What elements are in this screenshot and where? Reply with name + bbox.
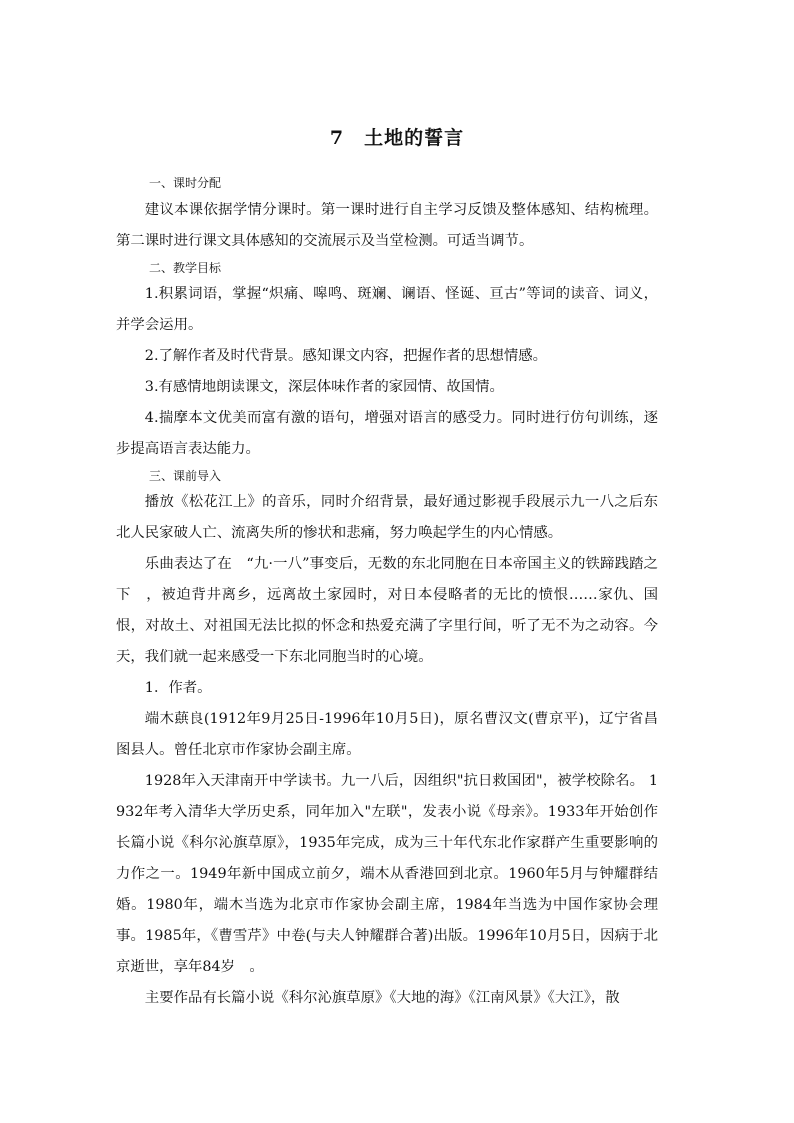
paragraph: 4.揣摩本文优美而富有激的语句，增强对语言的感受力。同时进行仿句训练，逐步提高语言表达能力。 bbox=[116, 410, 658, 457]
section-heading-introduction: 三、课前导入 bbox=[149, 469, 222, 483]
section-heading-lesson-allocation: 一、课时分配 bbox=[149, 176, 222, 190]
section-heading-teaching-goals: 二、教学目标 bbox=[149, 261, 222, 275]
paragraph: 主要作品有长篇小说《科尔沁旗草原》《大地的海》《江南风景》《大江》，散 bbox=[144, 990, 620, 1006]
paragraph: 1．作者。 bbox=[144, 680, 212, 696]
paragraph: 1928年入天津南开中学读书。九一八后，因组织"抗日救国团"，被学校除名。 1932年考入清华大学历史系，同年加入"左联"，发表小说《母亲》。1933年开始创作长篇小说《科尔沁旗草原》，1935年完成，成为三十年代东北作家群产生重要影响的力作之一。1949年新中国成立前夕，端木从香港回到北京。1960年5月与钟耀群结婚。1980年，端木当选为北京市作家协会副主席，1984年当选为中国作家协会理事。1985年，《曹雪芹》中卷(与夫人钟耀群合著)出版。1996年10月5日，因病于北京逝世，享年84岁 。 bbox=[116, 773, 658, 975]
paragraph: 乐曲表达了在 “九·一八”事变后，无数的东北同胞在日本帝国主义的铁蹄践踏之下 ，被迫背井离乡，远离故土家园时，对日本侵略者的无比的愤恨……家仇、国恨，对故土、对祖国无法比拟的怀念和热爱充满了字里行间，听了无不为之动容。今天，我们就一起来感受一下东北同胞当时的心境。 bbox=[116, 556, 658, 665]
paragraph: 2.了解作者及时代背景。感知课文内容，把握作者的思想情感。 bbox=[144, 348, 548, 364]
paragraph: 3.有感情地朗读课文，深层体味作者的家园情、故国情。 bbox=[144, 379, 504, 395]
document-body bbox=[116, 172, 658, 1014]
paragraph: 建议本课依据学情分课时。第一课时进行自主学习反馈及整体感知、结构梳理。第二课时进行课文具体感知的交流展示及当堂检测。可适当调节。 bbox=[116, 202, 658, 249]
lesson-title: 7 土地的誓言 bbox=[329, 127, 465, 149]
paragraph: 端木蕻良(1912年9月25日-1996年10月5日)，原名曹汉文(曹京平)，辽宁省昌图县人。曾任北京市作家协会副主席。 bbox=[116, 711, 658, 758]
paragraph: 播放《松花江上》的音乐，同时介绍背景，最好通过影视手段展示九一八之后东北人民家破人亡、流离失所的惨状和悲痛，努力唤起学生的内心情感。 bbox=[116, 494, 658, 541]
paragraph: 1.积累词语，掌握“炽痛、嗥鸣、斑斓、谰语、怪诞、亘古”等词的读音、词义，并学会运用。 bbox=[116, 286, 658, 333]
